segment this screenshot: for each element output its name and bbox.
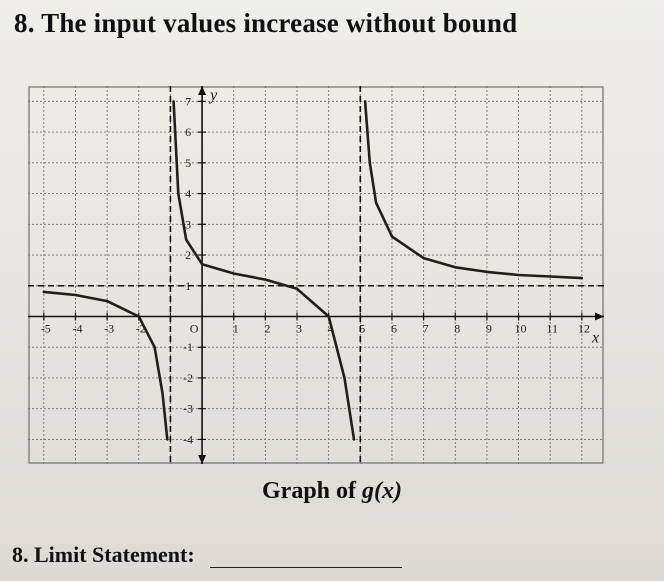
x-tick-label: -3 <box>104 321 115 336</box>
x-tick-label: 12 <box>577 321 590 336</box>
x-tick-label: 4 <box>327 321 334 336</box>
y-tick-label: 5 <box>185 155 192 170</box>
y-axis-label: y <box>210 87 218 104</box>
curves <box>44 101 582 439</box>
x-tick-label: 11 <box>546 321 558 336</box>
x-tick-label: 1 <box>232 321 239 336</box>
x-axis-label: x <box>592 329 600 347</box>
x-tick-label: 3 <box>296 321 303 336</box>
limit-answer-blank[interactable] <box>210 545 402 568</box>
y-tick-label: -3 <box>183 401 194 416</box>
x-tick-label: O <box>189 321 199 336</box>
y-tick-label: 1 <box>185 278 192 293</box>
graph-caption-prefix: Graph of <box>262 478 363 504</box>
question-text: The input values increase without bound <box>41 8 518 38</box>
limit-statement-label: 8. Limit Statement: <box>12 542 195 567</box>
graph-caption-function: g(x) <box>362 478 402 504</box>
limit-statement <box>12 542 402 568</box>
x-tick-label: -4 <box>72 321 83 336</box>
curve-branch-1 <box>44 292 168 440</box>
graph-caption <box>0 478 664 505</box>
x-tick-label: 6 <box>390 321 397 336</box>
y-tick-label: -2 <box>183 370 194 385</box>
y-tick-label: -4 <box>183 432 194 447</box>
curve-branch-2 <box>174 101 354 439</box>
x-tick-label: -2 <box>135 321 146 336</box>
x-tick-label: 10 <box>514 321 527 336</box>
y-tick-label: -1 <box>183 340 194 355</box>
x-tick-label: -5 <box>40 321 51 336</box>
y-tick-label: 3 <box>185 217 192 232</box>
x-tick-label: 2 <box>264 321 271 336</box>
y-tick-label: 7 <box>185 94 192 109</box>
y-tick-label: 4 <box>185 186 192 201</box>
question-number: 8. <box>14 8 35 38</box>
y-tick-label: 6 <box>185 125 192 140</box>
curve-branch-3 <box>365 101 582 278</box>
x-tick-label: 8 <box>454 321 461 336</box>
x-tick-label: 7 <box>422 321 429 336</box>
tick-labels <box>41 87 599 446</box>
y-tick-label: 2 <box>185 248 192 263</box>
graph-of-g <box>28 86 604 464</box>
question-title <box>14 8 517 39</box>
x-tick-label: 5 <box>359 321 366 336</box>
chart-svg <box>28 86 604 464</box>
x-tick-label: 9 <box>485 321 492 336</box>
